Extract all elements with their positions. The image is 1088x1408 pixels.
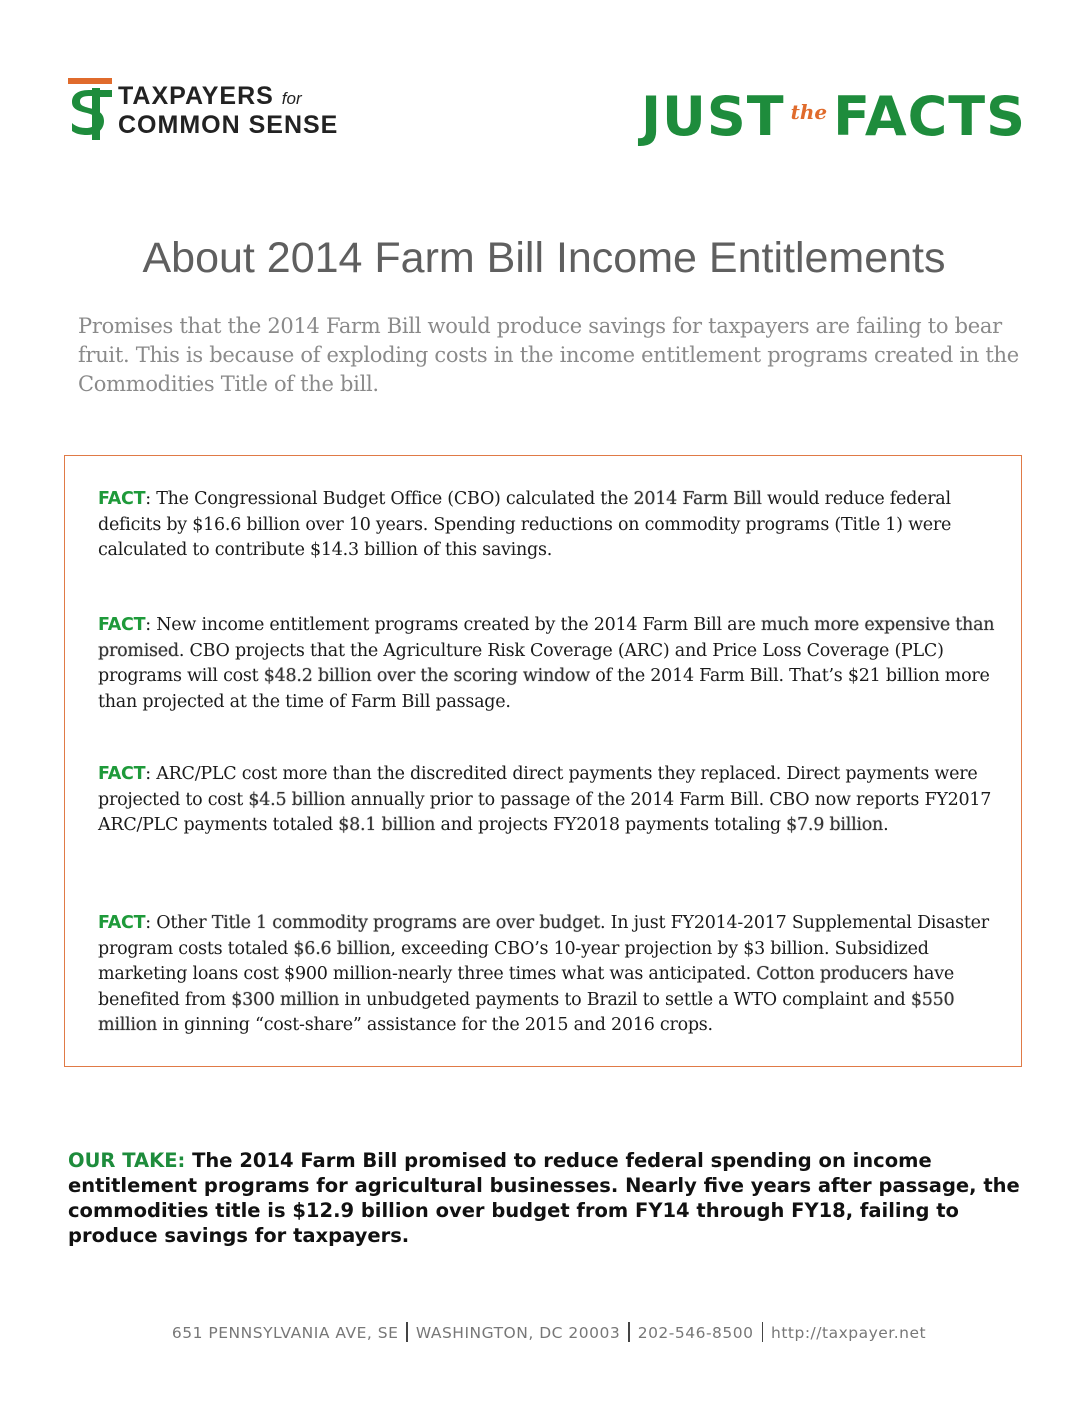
highlighted-text: $4.5 billion bbox=[248, 789, 346, 810]
header-the: the bbox=[790, 100, 828, 124]
highlighted-text: much more expensive than promised bbox=[98, 615, 995, 661]
logo-wordmark bbox=[118, 83, 338, 138]
highlighted-text: 2014 Farm Bill bbox=[633, 489, 762, 509]
fact-text: in unbudgeted payments to Brazil to settle a WTO complaint and bbox=[339, 989, 911, 1010]
fact-text: : ARC/PLC cost more than the discredited direct payments they replaced. Direct payments were projected to cost bbox=[98, 764, 978, 810]
header-facts: FACTS bbox=[833, 85, 1026, 148]
fact-paragraph bbox=[98, 911, 998, 1039]
fact-text: : New income entitlement programs created by the 2014 Farm Bill are bbox=[145, 615, 761, 635]
footer-website-link[interactable]: http://taxpayer.net bbox=[771, 1324, 927, 1342]
footer-divider bbox=[762, 1322, 764, 1342]
highlighted-text: $48.2 billion over the scoring window bbox=[263, 666, 590, 686]
our-take bbox=[68, 1148, 1028, 1248]
fact-text: and projects FY2018 payments totaling bbox=[435, 815, 787, 835]
fact-paragraph bbox=[98, 613, 998, 715]
footer-divider bbox=[628, 1322, 630, 1342]
fact-text: have benefited from bbox=[98, 964, 954, 1010]
tcs-logo bbox=[68, 78, 368, 140]
fact-paragraph bbox=[98, 487, 998, 564]
highlighted-text: Cotton producers bbox=[756, 964, 908, 984]
fact-label: FACT bbox=[98, 615, 146, 635]
our-take-text: The 2014 Farm Bill promised to reduce federal spending on income entitlement programs for agricultural businesses. Nearly five years after passage, the commodities title is $12.9 billion over budget from FY14 through FY18, failing to produce savings for taxpayers. bbox=[68, 1149, 1020, 1247]
logo-line1: TAXPAYERS bbox=[118, 82, 274, 110]
fact-text: : Other bbox=[145, 913, 212, 933]
highlighted-text: $6.6 billion bbox=[293, 938, 391, 959]
highlighted-text: $7.9 billion bbox=[786, 815, 884, 835]
highlighted-text: Title 1 commodity programs are over budget bbox=[211, 913, 600, 933]
tcs-dollar-logo-icon bbox=[68, 78, 114, 140]
highlighted-text: $8.1 billion bbox=[338, 815, 436, 835]
fact-text: . CBO projects that the Agriculture Risk Coverage (ARC) and Price Loss Coverage (PLC) programs will cost bbox=[98, 640, 944, 686]
footer-address: 651 PENNSYLVANIA AVE, SE bbox=[171, 1324, 399, 1342]
header-just: JUST bbox=[640, 85, 785, 148]
fact-paragraph bbox=[98, 762, 998, 839]
fact-text: , exceeding CBO’s 10-year projection by $3 billion. Subsidized marketing loans cost $900 million-nearly three times what was anticipated. bbox=[98, 938, 929, 984]
footer-divider bbox=[406, 1322, 408, 1342]
fact-label: FACT bbox=[98, 764, 146, 784]
fact-label: FACT bbox=[98, 489, 146, 509]
highlighted-text: $300 million bbox=[231, 989, 340, 1010]
logo-for: for bbox=[281, 89, 302, 108]
fact-label: FACT bbox=[98, 913, 146, 933]
page-title: About 2014 Farm Bill Income Entitlements bbox=[142, 234, 946, 282]
intro-paragraph: Promises that the 2014 Farm Bill would produce savings for taxpayers are failing to bear fruit. This is because of exploding costs in the income entitlement programs created in the Commodities Title of the bill. bbox=[78, 314, 1019, 396]
footer-city: WASHINGTON, DC 20003 bbox=[415, 1324, 621, 1342]
our-take-label: OUR TAKE: bbox=[68, 1149, 186, 1172]
just-the-facts-header bbox=[641, 82, 1026, 147]
fact-text: of the 2014 Farm Bill. That’s $21 billion more than projected at the time of Farm Bill passage. bbox=[98, 666, 990, 712]
fact-text: annually prior to passage of the 2014 Farm Bill. CBO now reports FY2017 ARC/PLC payments totaled bbox=[98, 789, 992, 835]
logo-line2: COMMON SENSE bbox=[118, 111, 339, 139]
fact-text: would reduce federal deficits by $16.6 billion over 10 years. Spending reductions on commodity programs (Title 1) were calculated to contribute $14.3 billion of this savings. bbox=[98, 489, 952, 560]
fact-text: . In just FY2014-2017 Supplemental Disaster program costs totaled bbox=[98, 913, 989, 959]
fact-text: . bbox=[883, 815, 889, 835]
fact-text: in ginning “cost-share” assistance for the 2015 and 2016 crops. bbox=[157, 1015, 713, 1035]
footer-phone: 202-546-8500 bbox=[637, 1324, 754, 1342]
footer-contact bbox=[0, 1322, 1088, 1342]
fact-text: : The Congressional Budget Office (CBO) calculated the bbox=[145, 489, 634, 509]
highlighted-text: $550 million bbox=[98, 989, 955, 1035]
